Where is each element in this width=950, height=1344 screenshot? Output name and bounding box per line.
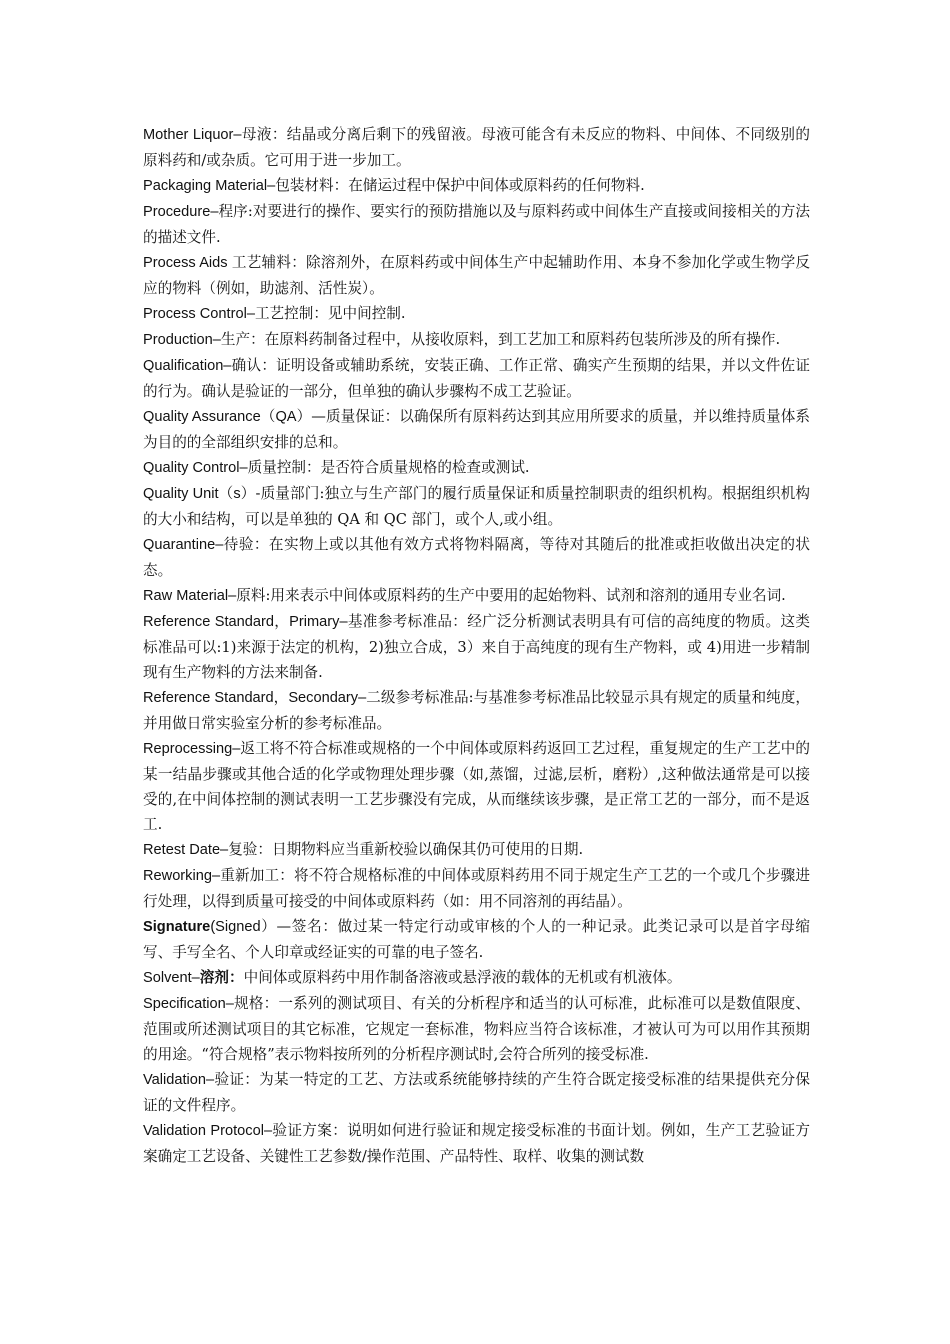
term: Validation– xyxy=(143,1072,215,1088)
definition: 确认：证明设备或辅助系统，安装正确、工作正常、确实产生预期的结果，并以文件佐证的行为。确认是验证的一部分，但单独的确认步骤构不成工艺验证。 xyxy=(143,357,810,400)
definition: 包装材料：在储运过程中保护中间体或原料药的任何物料. xyxy=(275,177,645,194)
term: Reworking– xyxy=(143,868,221,884)
term: Process Aids xyxy=(143,255,232,271)
term: Reference Standard，Primary– xyxy=(143,614,348,630)
glossary-entry-process-aids xyxy=(143,250,810,301)
glossary-entry-production xyxy=(143,327,810,353)
definition: 中间体或原料药中用作制备溶液或悬浮液的载体的无机或有机液体。 xyxy=(243,969,682,986)
term: Signature xyxy=(143,919,211,935)
term: Specification– xyxy=(143,996,234,1012)
glossary-entry-reference-standard-secondary xyxy=(143,685,810,736)
glossary-entry-validation-protocol xyxy=(143,1118,810,1169)
term: Quality Control– xyxy=(143,460,248,476)
definition: —签名：做过某一特定行动或审核的个人的一种记录。此类记录可以是首字母缩写、手写全名、个人印章或经证实的可靠的电子签名. xyxy=(143,918,810,961)
definition: 工艺控制：见中间控制. xyxy=(254,305,406,322)
glossary-entry-qualification xyxy=(143,353,810,404)
definition: 重新加工：将不符合规格标准的中间体或原料药用不同于规定生产工艺的一个或几个步骤进行处理，以得到质量可接受的中间体或原料药（如：用不同溶剂的再结晶）。 xyxy=(143,867,810,910)
definition: 验证方案：说明如何进行验证和规定接受标准的书面计划。例如，生产工艺验证方案确定工艺设备、关键性工艺参数/操作范围、产品特性、取样、收集的测试数 xyxy=(143,1122,810,1165)
term-suffix: 溶剂： xyxy=(199,969,244,986)
glossary-entry-quarantine xyxy=(143,532,810,583)
definition: 待验：在实物上或以其他有效方式将物料隔离，等待对其随后的批准或拒收做出决定的状态。 xyxy=(143,536,810,579)
term: Quarantine– xyxy=(143,537,224,553)
definition: 原料:用来表示中间体或原料药的生产中要用的起始物料、试剂和溶剂的通用专业名词. xyxy=(236,587,786,604)
term: Solvent– xyxy=(143,970,200,986)
term: Mother Liquor– xyxy=(143,127,242,143)
term: Validation Protocol– xyxy=(143,1123,273,1139)
glossary-entry-procedure xyxy=(143,199,810,250)
definition: 复验：日期物料应当重新校验以确保其仍可使用的日期. xyxy=(228,841,584,858)
definition: 工艺辅料：除溶剂外，在原料药或中间体生产中起辅助作用、本身不参加化学或生物学反应的物料（例如，助滤剂、活性炭）。 xyxy=(143,254,810,297)
definition: 基准参考标准品：经广泛分析测试表明具有可信的高纯度的物质。这类标准品可以:1)来源于法定的机构，2)独立合成，3）来自于高纯度的现有生产物料，或 4)用进一步精制现有生产物料的方法来制备. xyxy=(143,613,810,681)
term: Reprocessing– xyxy=(143,741,241,757)
term: Reference Standard，Secondary– xyxy=(143,690,367,706)
term: Process Control– xyxy=(143,306,255,322)
glossary-entry-reference-standard-primary xyxy=(143,609,810,685)
glossary-entry-quality-control xyxy=(143,455,810,481)
definition: 母液：结晶或分离后剩下的残留液。母液可能含有未反应的物料、中间体、不同级别的原料药和/或杂质。它可用于进一步加工。 xyxy=(143,126,810,169)
definition: 二级参考标准品:与基准参考标准品比较显示具有规定的质量和纯度，并用做日常实验室分析的参考标准品。 xyxy=(143,689,810,732)
definition: 质量控制：是否符合质量规格的检查或测试. xyxy=(247,459,530,476)
term: Raw Material– xyxy=(143,588,237,604)
definition: 程序:对要进行的操作、要实行的预防措施以及与原料药或中间体生产直接或间接相关的方法的描述文件. xyxy=(143,203,810,246)
definition: 返工将不符合标准或规格的一个中间体或原料药返回工艺过程，重复规定的生产工艺中的某一结晶步骤或其他合适的化学或物理处理步骤（如,蒸馏，过滤,层析，磨粉）,这种做法通常是可以接受的,在中间体控制的测试表明一工艺步骤没有完成，从而继续该步骤，是正常工艺的一部分，而不是返工. xyxy=(143,740,810,833)
term: Quality Unit（s） xyxy=(143,486,256,502)
glossary-entry-reworking xyxy=(143,863,810,914)
glossary-entry-validation xyxy=(143,1067,810,1118)
definition: —质量保证：以确保所有原料药达到其应用所要求的质量，并以维持质量体系为目的的全部组织安排的总和。 xyxy=(143,408,810,451)
definition: 规格：一系列的测试项目、有关的分析程序和适当的认可标准，此标准可以是数值限度、范围或所述测试项目的其它标准，它规定一套标准，物料应当符合该标准，才被认可为可以用作其预期的用途。“符合规格”表示物料按所列的分析程序测试时,会符合所列的接受标准. xyxy=(143,995,810,1063)
definition: -质量部门:独立与生产部门的履行质量保证和质量控制职责的组织机构。根据组织机构的大小和结构，可以是单独的 QA 和 QC 部门，或个人,或小组。 xyxy=(143,485,810,528)
glossary-entry-process-control xyxy=(143,301,810,327)
glossary-entry-quality-unit xyxy=(143,481,810,532)
term: Retest Date– xyxy=(143,842,229,858)
definition: 验证：为某一特定的工艺、方法或系统能够持续的产生符合既定接受标准的结果提供充分保证的文件程序。 xyxy=(143,1071,810,1114)
document-body xyxy=(143,122,810,1169)
term: Quality Assurance（QA） xyxy=(143,409,312,425)
definition: 生产：在原料药制备过程中，从接收原料，到工艺加工和原料药包装所涉及的所有操作. xyxy=(220,331,781,348)
glossary-entry-retest-date xyxy=(143,837,810,863)
term: Packaging Material– xyxy=(143,178,276,194)
term: Qualification– xyxy=(143,358,232,374)
glossary-entry-reprocessing xyxy=(143,736,810,837)
glossary-entry-signature xyxy=(143,914,810,965)
term: Production– xyxy=(143,332,221,348)
term: Procedure– xyxy=(143,204,219,220)
glossary-entry-packaging-material xyxy=(143,173,810,199)
glossary-entry-specification xyxy=(143,991,810,1067)
glossary-entry-solvent xyxy=(143,965,810,991)
glossary-entry-mother-liquor xyxy=(143,122,810,173)
term-suffix: (Signed） xyxy=(210,919,277,935)
glossary-entry-raw-material xyxy=(143,583,810,609)
glossary-entry-quality-assurance xyxy=(143,404,810,455)
